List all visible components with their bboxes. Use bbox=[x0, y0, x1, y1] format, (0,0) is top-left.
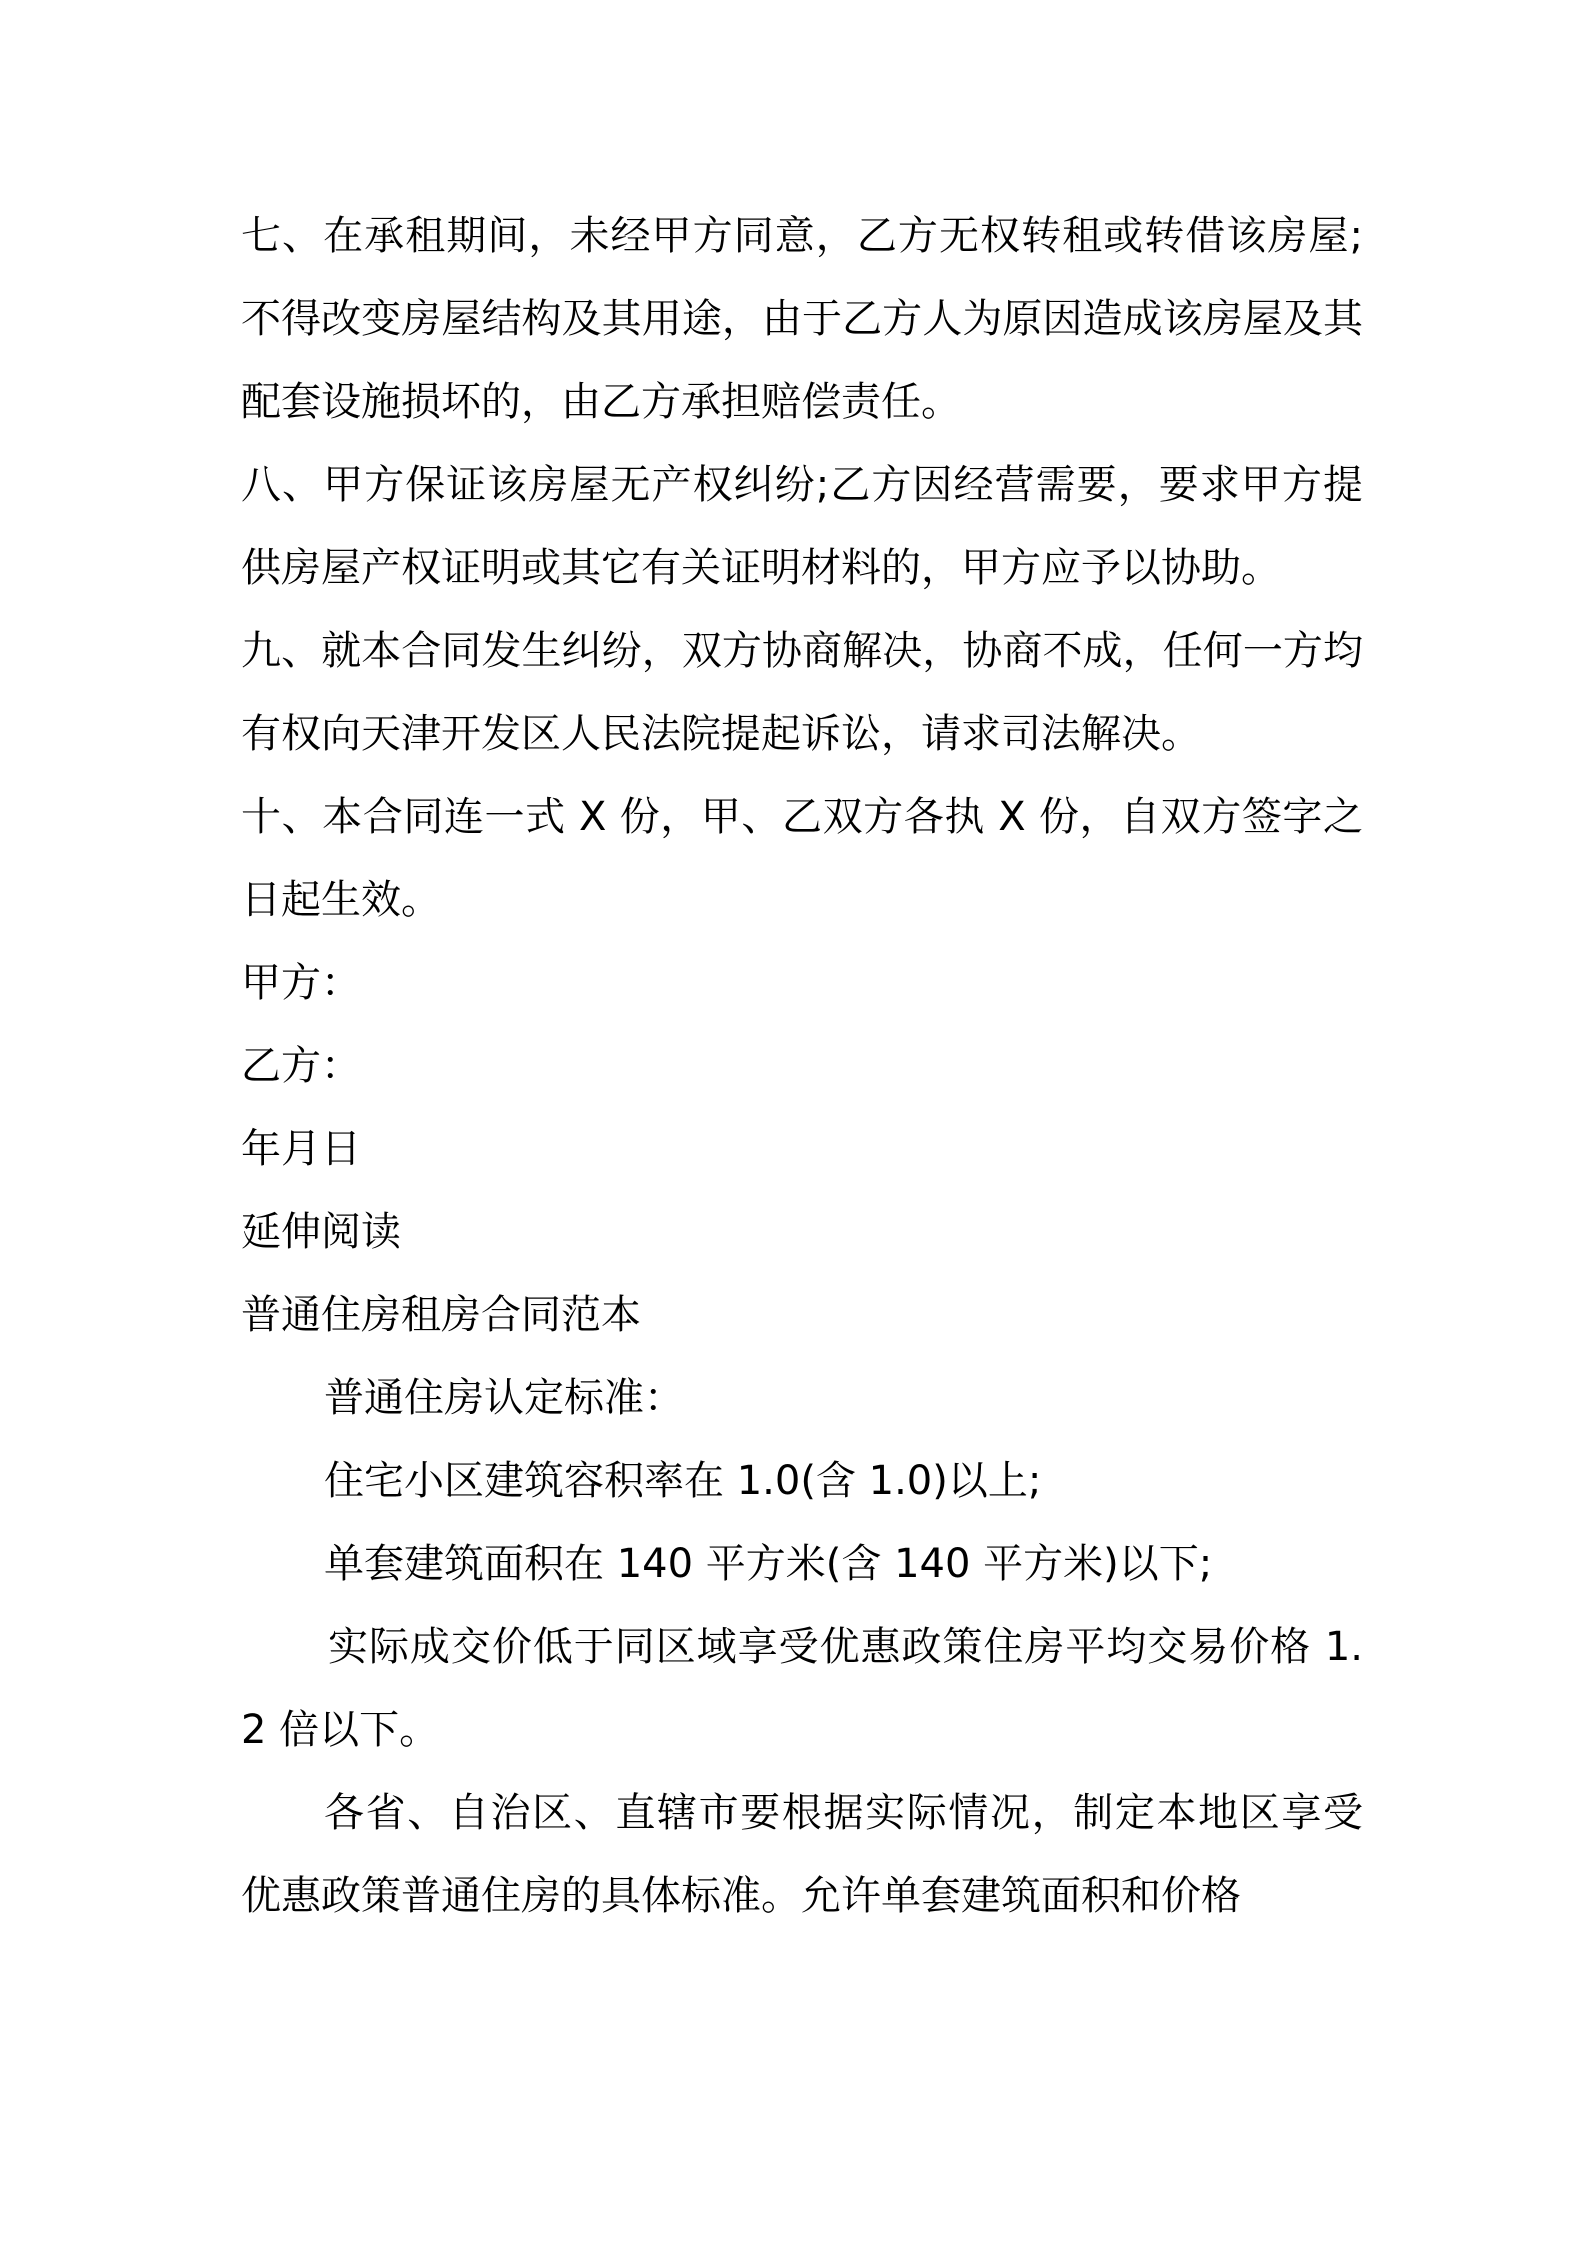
party-a-signature-line: 甲方： bbox=[241, 960, 361, 1006]
regional-standard-paragraph: 各省、自治区、直辖市要根据实际情况，制定本地区享受优惠政策普通住房的具体标准。允许单套建筑面积和价格 bbox=[241, 1790, 1363, 1919]
template-title: 普通住房租房合同范本 bbox=[241, 1292, 641, 1338]
standard-heading: 普通住房认定标准： bbox=[324, 1375, 684, 1421]
extended-reading-heading: 延伸阅读 bbox=[241, 1209, 401, 1255]
clause-nine: 九、就本合同发生纠纷，双方协商解决，协商不成，任何一方均有权向天津开发区人民法院提起诉讼，请求司法解决。 bbox=[241, 628, 1363, 757]
clause-seven: 七、在承租期间，未经甲方同意，乙方无权转租或转借该房屋;不得改变房屋结构及其用途，由于乙方人为原因造成该房屋及其配套设施损坏的，由乙方承担赔偿责任。 bbox=[241, 213, 1363, 425]
date-line: 年月日 bbox=[241, 1126, 361, 1172]
standard-area: 单套建筑面积在 140 平方米(含 140 平方米)以下; bbox=[324, 1541, 1213, 1587]
standard-price: 实际成交价低于同区域享受优惠政策住房平均交易价格 1.2 倍以下。 bbox=[241, 1624, 1363, 1753]
clause-eight: 八、甲方保证该房屋无产权纠纷;乙方因经营需要，要求甲方提供房屋产权证明或其它有关证明材料的，甲方应予以协助。 bbox=[241, 462, 1363, 591]
party-b-signature-line: 乙方： bbox=[241, 1043, 361, 1089]
document-body bbox=[241, 195, 1363, 1938]
standard-plot-ratio: 住宅小区建筑容积率在 1.0(含 1.0)以上; bbox=[324, 1458, 1042, 1504]
clause-ten: 十、本合同连一式 X 份，甲、乙双方各执 X 份，自双方签字之日起生效。 bbox=[241, 794, 1363, 923]
